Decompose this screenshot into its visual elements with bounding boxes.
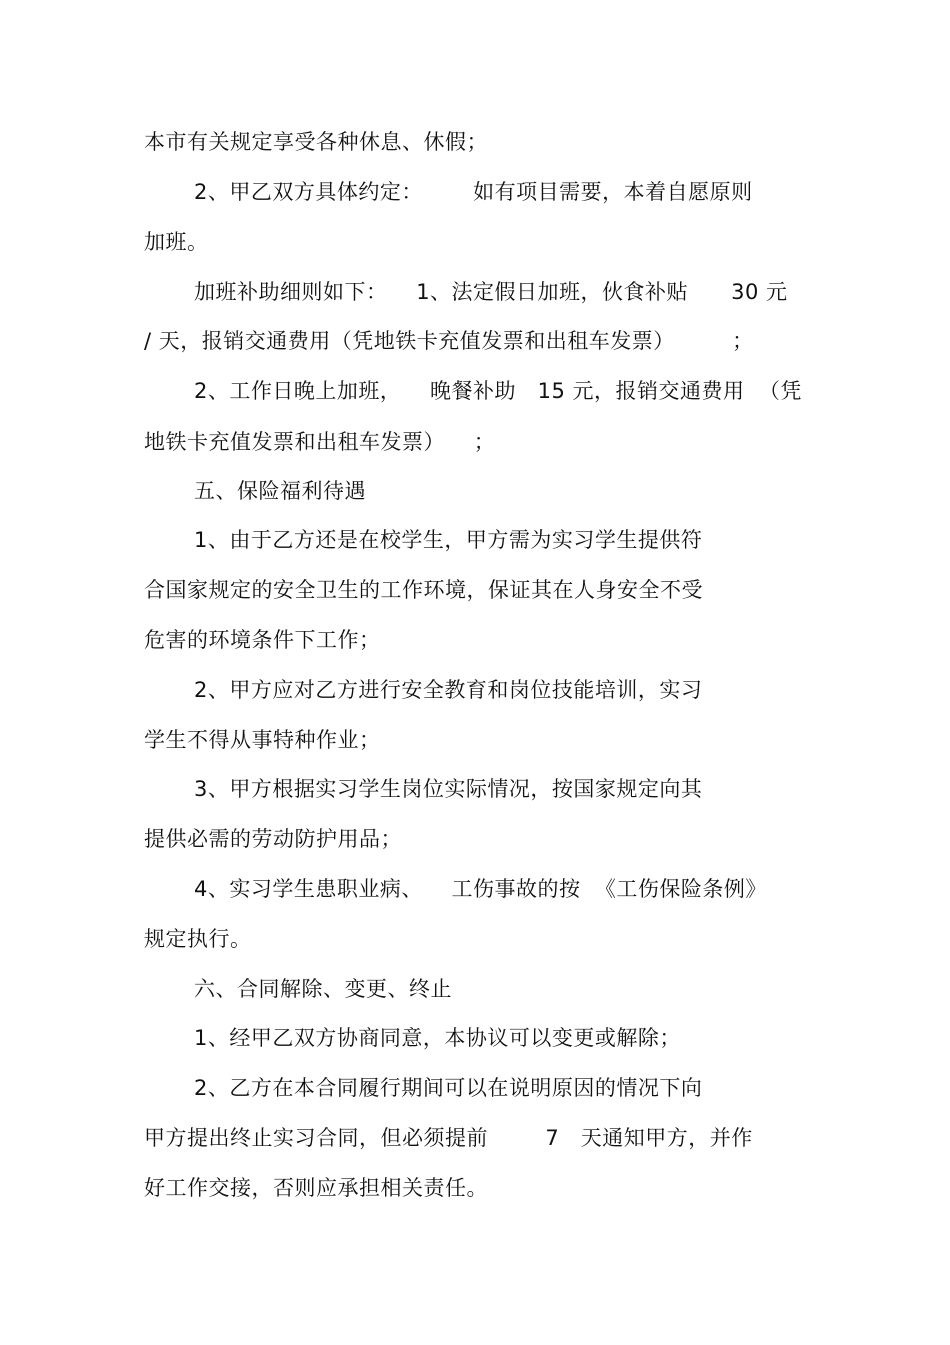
text-line: 本市有关规定享受各种休息、休假； bbox=[144, 130, 488, 154]
text-line: 1、由于乙方还是在校学生，甲方需为实习学生提供符 bbox=[194, 528, 703, 552]
text-line: 合国家规定的安全卫生的工作环境，保证其在人身安全不受 bbox=[144, 578, 703, 602]
text-line: 2、甲方应对乙方进行安全教育和岗位技能培训，实习 bbox=[194, 678, 703, 702]
text-line: 规定执行。 bbox=[144, 927, 252, 951]
section-heading: 五、保险福利待遇 bbox=[194, 479, 366, 503]
text-line: / 天，报销交通费用（凭地铁卡充值发票和出租车发票） ； bbox=[144, 329, 754, 353]
text-line: 2、甲乙双方具体约定： 如有项目需要，本着自愿原则 bbox=[194, 180, 753, 204]
text-line: 2、工作日晚上加班， 晚餐补助 15 元，报销交通费用 （凭 bbox=[194, 379, 802, 403]
text-line: 加班补助细则如下： 1、法定假日加班，伙食补贴 30 元 bbox=[194, 280, 788, 304]
section-heading: 六、合同解除、变更、终止 bbox=[194, 977, 452, 1001]
text-line: 好工作交接，否则应承担相关责任。 bbox=[144, 1176, 488, 1200]
text-line: 学生不得从事特种作业； bbox=[144, 728, 381, 752]
text-line: 加班。 bbox=[144, 230, 209, 254]
text-line: 1、经甲乙双方协商同意，本协议可以变更或解除； bbox=[194, 1026, 681, 1050]
text-line: 提供必需的劳动防护用品； bbox=[144, 827, 402, 851]
text-line: 危害的环境条件下工作； bbox=[144, 628, 381, 652]
text-line: 3、甲方根据实习学生岗位实际情况，按国家规定向其 bbox=[194, 777, 703, 801]
text-line: 4、实习学生患职业病、 工伤事故的按 《工伤保险条例》 bbox=[194, 877, 767, 901]
text-line: 甲方提出终止实习合同，但必须提前 7 天通知甲方，并作 bbox=[144, 1126, 753, 1150]
text-line: 地铁卡充值发票和出租车发票） ； bbox=[144, 430, 496, 454]
text-line: 2、乙方在本合同履行期间可以在说明原因的情况下向 bbox=[194, 1076, 703, 1100]
